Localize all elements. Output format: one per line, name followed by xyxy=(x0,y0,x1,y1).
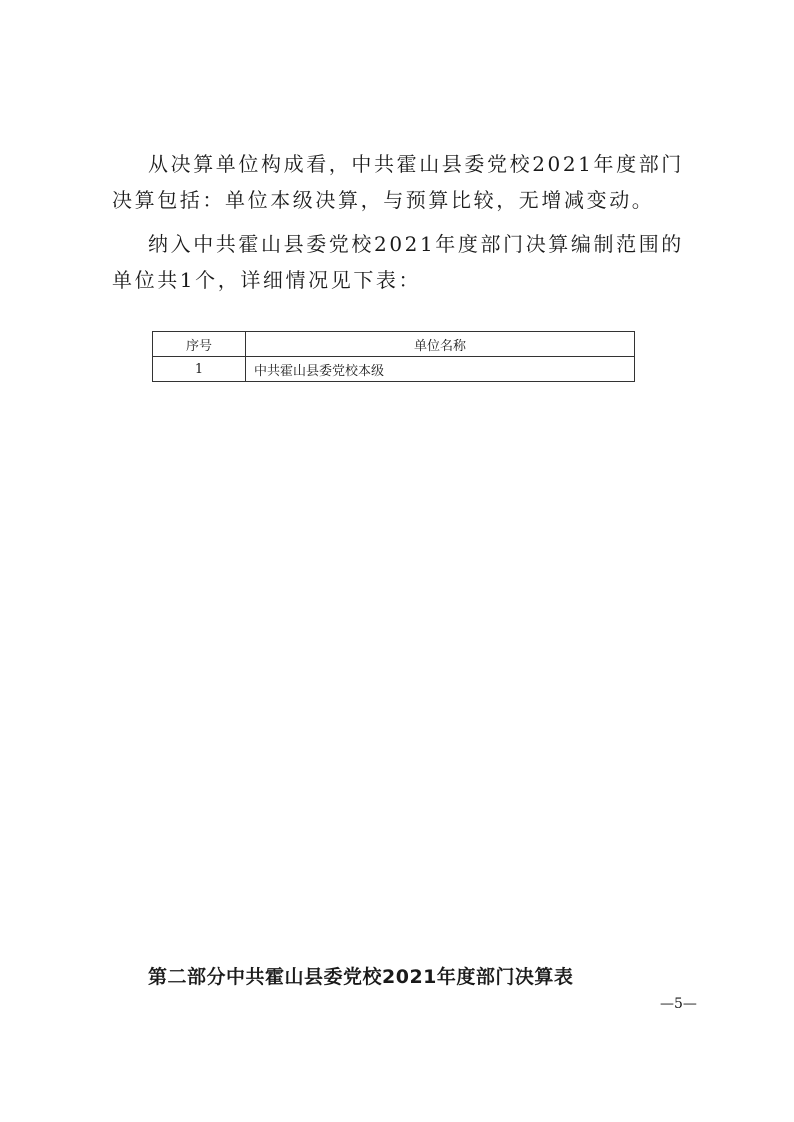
row-index-cell: 1 xyxy=(153,357,246,382)
column-header-unit-name: 单位名称 xyxy=(246,332,635,357)
table-header-row xyxy=(153,332,635,357)
section-title: 第二部分中共霍山县委党校2021年度部门决算表 xyxy=(148,966,574,988)
page-number: —5— xyxy=(660,996,697,1012)
unit-table xyxy=(152,331,635,382)
column-header-index: 序号 xyxy=(153,332,246,357)
paragraph-unit-composition xyxy=(112,146,692,218)
row-unit-name-cell: 中共霍山县委党校本级 xyxy=(246,357,635,382)
table-row xyxy=(153,357,635,382)
paragraph-text: 从决算单位构成看，中共霍山县委党校2021年度部门决算包括：单位本级决算，与预算比较，无增减变动。 xyxy=(112,152,684,212)
paragraph-unit-scope xyxy=(112,226,692,298)
paragraph-text: 纳入中共霍山县委党校2021年度部门决算编制范围的单位共1个，详细情况见下表： xyxy=(112,232,684,292)
